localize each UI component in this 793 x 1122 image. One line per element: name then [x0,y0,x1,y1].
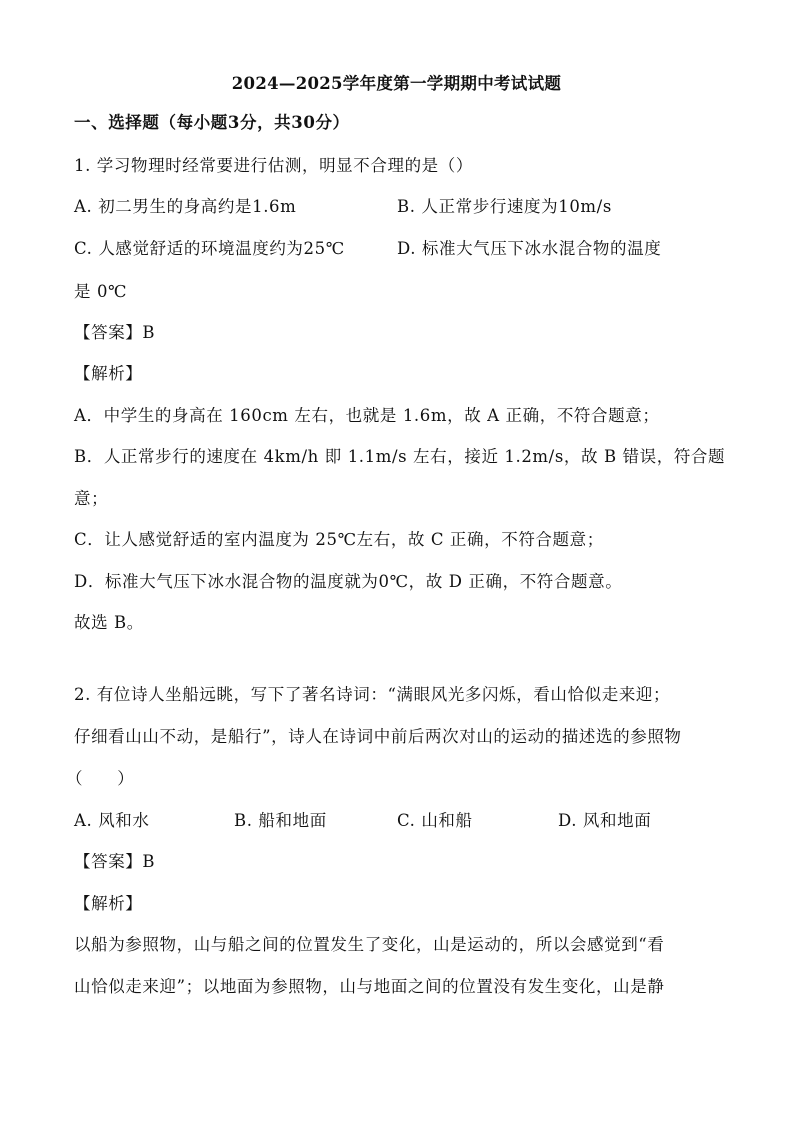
q2-option-b: B. 船和地面 [234,811,327,830]
q1-option-a: A. 初二男生的身高约是1.6m [74,197,297,216]
q2-option-a: A. 风和水 [74,811,150,830]
q1-analysis-b-continued: 意； [74,489,109,508]
section-heading: 一、选择题（每小题3分，共30分） [74,113,350,132]
q1-option-d-continued: 是 0℃ [74,282,128,301]
q2-option-d: D. 风和地面 [558,811,652,830]
q2-stem-line-2: 仔细看山山不动，是船行”，诗人在诗词中前后两次对山的运动的描述选的参照物 [74,727,682,746]
q1-option-d: D. 标准大气压下冰水混合物的温度 [397,239,662,258]
q1-stem: 1. 学习物理时经常要进行估测，明显不合理的是（） [74,156,473,175]
q1-analysis-heading: 【解析】 [74,364,143,383]
q1-analysis-c: C．让人感觉舒适的室内温度为 25℃左右，故 C 正确，不符合题意； [74,530,604,549]
q1-analysis-a: A．中学生的身高在 160cm 左右，也就是 1.6m，故 A 正确，不符合题意； [74,406,660,425]
q1-option-c: C. 人感觉舒适的环境温度约为25℃ [74,239,345,258]
q1-analysis-b: B．人正常步行的速度在 4km/h 即 1.1m/s 左右，接近 1.2m/s，故 B 错误，符合题 [74,447,726,466]
q1-conclusion: 故选 B。 [74,613,144,632]
q2-analysis-heading: 【解析】 [74,894,143,913]
q2-option-c: C. 山和船 [397,811,473,830]
q2-analysis-line-1: 以船为参照物，山与船之间的位置发生了变化，山是运动的，所以会感觉到“看 [74,935,665,954]
q2-analysis-line-2: 山恰似走来迎”；以地面为参照物，山与地面之间的位置没有发生变化，山是静 [74,977,665,996]
q1-answer: 【答案】B [74,323,156,342]
q2-stem-line-3: （ ） [66,769,135,788]
q2-stem-line-1: 2. 有位诗人坐船远眺，写下了著名诗词：“满眼风光多闪烁，看山恰似走来迎； [74,685,671,704]
q1-option-b: B. 人正常步行速度为10m/s [397,197,612,216]
exam-title: 2024—2025学年度第一学期期中考试试题 [231,74,562,93]
q2-answer: 【答案】B [74,852,156,871]
q1-analysis-d: D．标准大气压下冰水混合物的温度就为0℃，故 D 正确，不符合题意。 [74,572,623,591]
